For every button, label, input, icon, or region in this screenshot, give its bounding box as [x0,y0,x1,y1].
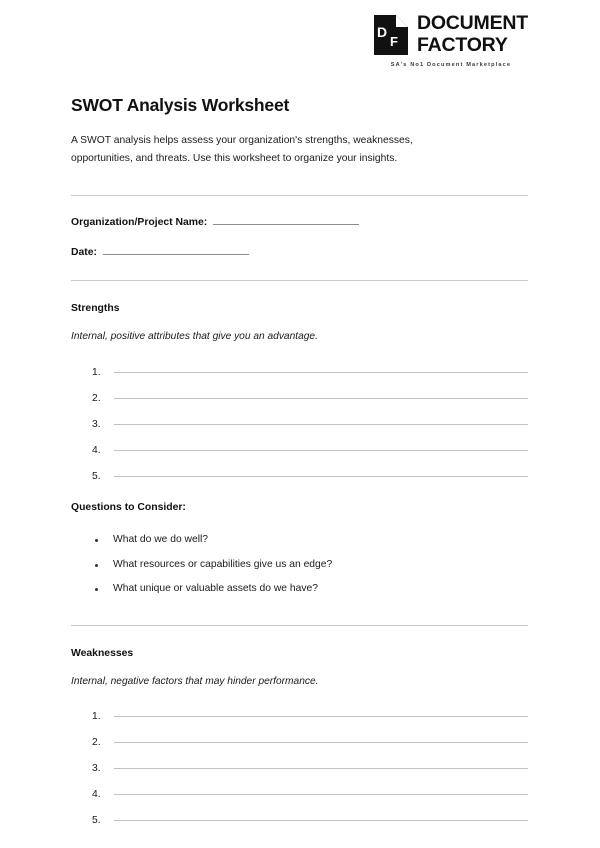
section-heading-weaknesses: Weaknesses [71,647,134,659]
page-title: SWOT Analysis Worksheet [71,95,290,115]
list-number: 5. [92,815,101,827]
write-in-line[interactable] [114,768,528,769]
write-in-line[interactable] [114,742,528,743]
list-item[interactable] [71,359,528,385]
list-number: 3. [92,418,101,430]
list-number: 4. [92,789,101,801]
write-in-line[interactable] [114,450,528,451]
organization-input[interactable] [213,214,359,225]
write-in-line[interactable] [114,372,528,373]
list-item[interactable] [71,463,528,489]
question-text: What unique or valuable assets do we have? [113,583,318,595]
document-body [71,0,528,834]
write-in-line[interactable] [114,794,528,795]
question-text: What do we do well? [113,534,209,546]
logo-letter-f: F [389,33,398,49]
list-item[interactable] [71,730,528,756]
list-item[interactable] [71,437,528,463]
logo-word-document: DOCUMENT [416,12,528,34]
questions-heading-strengths: Questions to Consider: [71,502,186,514]
list-item [71,572,528,596]
list-number: 5. [92,470,101,482]
list-number: 2. [92,737,101,749]
write-in-line[interactable] [114,476,528,477]
bullet-icon [95,564,98,567]
organization-field-row [71,214,528,228]
list-number: 4. [92,444,101,456]
list-item [71,523,528,547]
list-item[interactable] [71,385,528,411]
date-input[interactable] [103,244,249,255]
question-text: What resources or capabilities give us an edge? [113,558,333,570]
write-in-line[interactable] [114,716,528,717]
organization-label: Organization/Project Name: [71,217,208,229]
list-item[interactable] [71,704,528,730]
write-in-line[interactable] [114,424,528,425]
write-in-line[interactable] [114,398,528,399]
section-description-weaknesses: Internal, negative factors that may hinder performance. [71,675,319,687]
list-number: 3. [92,763,101,775]
list-item[interactable] [71,411,528,437]
list-number: 1. [92,366,101,378]
strengths-entry-list [71,342,528,489]
brand-tagline: SA's No1 Document Marketplace [390,62,512,68]
weaknesses-entry-list [71,687,528,834]
list-item [71,548,528,572]
date-label: Date: [71,247,97,259]
section-description-strengths: Internal, positive attributes that give you an advantage. [71,331,318,343]
list-number: 2. [92,392,101,404]
logo-letter-d: D [376,23,387,40]
logo-word-factory: FACTORY [416,33,508,56]
write-in-line[interactable] [114,820,528,821]
list-number: 1. [92,711,101,723]
section-heading-strengths: Strengths [71,303,120,315]
list-item[interactable] [71,782,528,808]
list-item[interactable] [71,756,528,782]
divider-top [71,195,528,196]
bullet-icon [95,539,98,542]
date-field-row [71,244,528,258]
strengths-questions-list [71,513,528,596]
list-item[interactable] [71,808,528,834]
intro-paragraph: A SWOT analysis helps assess your organization's strengths, weaknesses, opportunities, and threats. Use this worksheet to organize your insights. [71,135,413,164]
bullet-icon [95,588,98,591]
